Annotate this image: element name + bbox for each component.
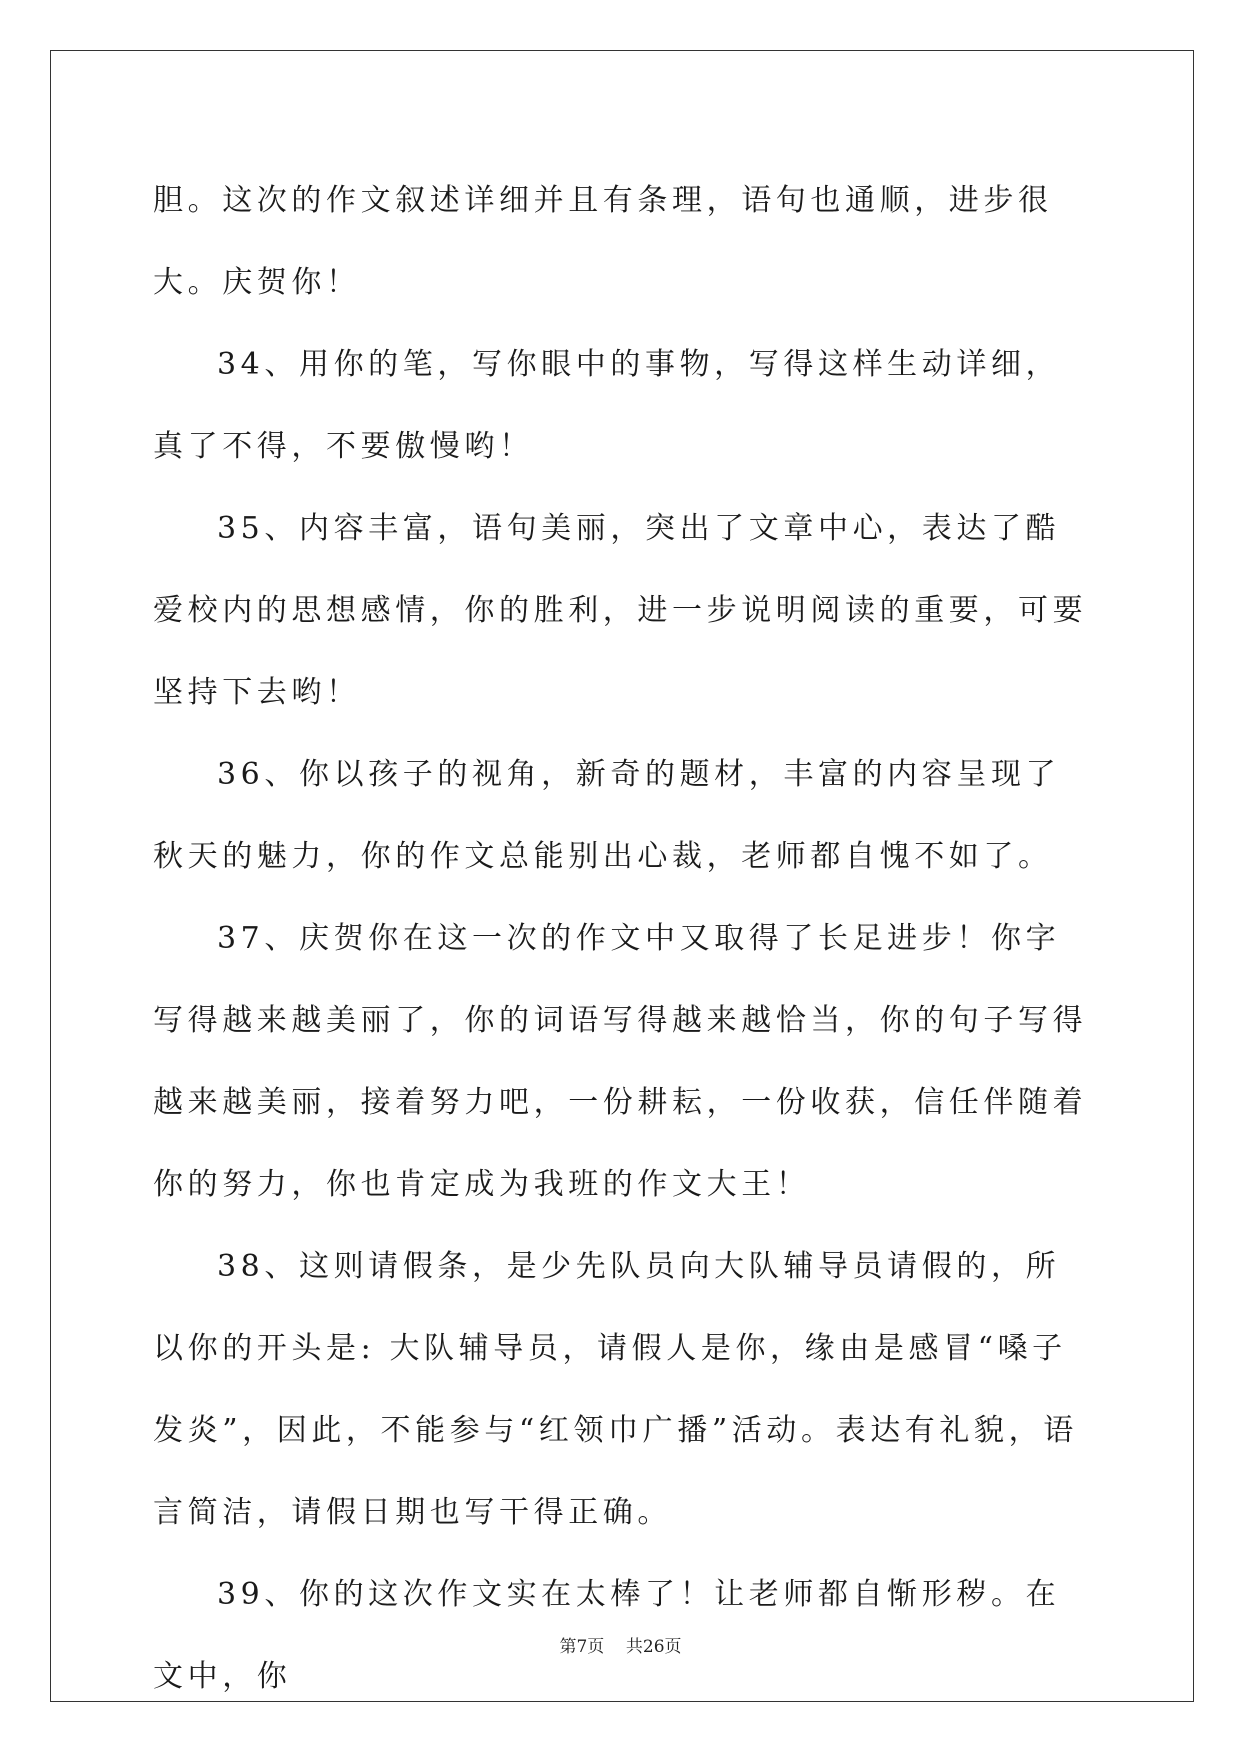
page-footer [0, 1632, 1241, 1657]
paragraph: 39、你的这次作文实在太棒了！让老师都自惭形秽。在文中，你 [153, 1577, 1061, 1694]
page-number: 第7页 [559, 1637, 605, 1657]
document-body [153, 160, 1093, 1718]
paragraph: 36、你以孩子的视角，新奇的题材，丰富的内容呈现了秋天的魅力，你的作文总能别出心裁，老师都自愧不如了。 [153, 757, 1061, 874]
paragraph: 35、内容丰富，语句美丽，突出了文章中心，表达了酷爱校内的思想感情，你的胜利，进一步说明阅读的重要，可要坚持下去哟！ [153, 511, 1088, 710]
paragraph: 34、用你的笔，写你眼中的事物，写得这样生动详细，真了不得，不要傲慢哟！ [153, 347, 1061, 464]
paragraph: 38、这则请假条，是少先队员向大队辅导员请假的，所以你的开头是: 大队辅导员，请假人是你，缘由是感冒“嗓子发炎”，因此，不能参与“红领巾广播”活动。表达有礼貌，语言简洁，请假日期也写干得正确。 [153, 1249, 1078, 1530]
paragraph: 胆。这次的作文叙述详细并且有条理，语句也通顺，进步很大。庆贺你！ [153, 183, 1053, 300]
page-total: 共26页 [625, 1637, 682, 1657]
paragraph: 37、庆贺你在这一次的作文中又取得了长足进步！你字写得越来越美丽了，你的词语写得越来越恰当，你的句子写得越来越美丽，接着努力吧，一份耕耘，一份收获，信任伴随着你的努力，你也肯定成为我班的作文大王！ [153, 921, 1088, 1202]
